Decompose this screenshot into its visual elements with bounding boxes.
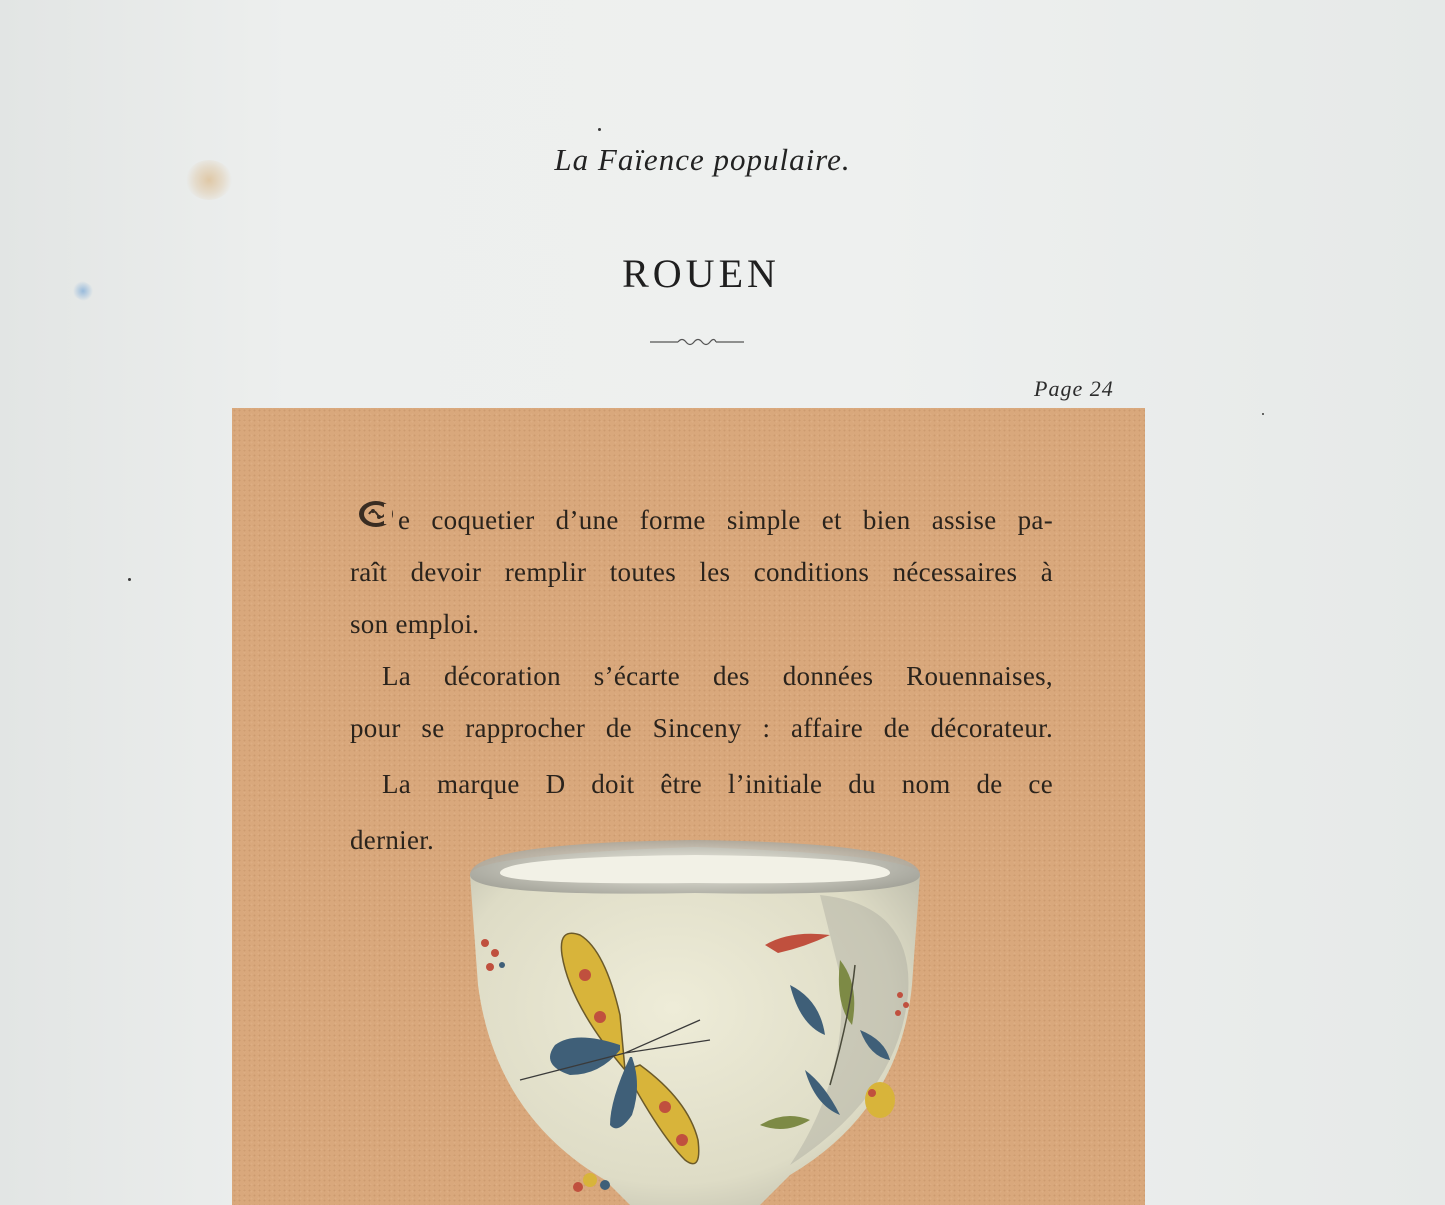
series-title: La Faïence populaire. (554, 142, 851, 177)
text-line-3: son emploi. (350, 609, 480, 639)
drop-cap-ornament (354, 498, 394, 530)
page-reference: Page 24 (1034, 376, 1114, 401)
text-line-4: La décoration s’écarte des données Rouennaises, (382, 661, 1053, 691)
faience-egg-cup-illustration (460, 835, 930, 1205)
text-line-2: raît devoir remplir toutes les conditions nécessaires à (350, 557, 1053, 587)
speck (598, 128, 601, 131)
page-title: ROUEN (622, 251, 780, 296)
text-line-6: La marque D doit être l’initiale du nom de ce (382, 769, 1053, 799)
text-line-1: e coquetier d’une forme simple et bien assise pa- (398, 505, 1053, 535)
text-line-5: pour se rapprocher de Sinceny : affaire de décorateur. (350, 713, 1053, 743)
ornament-divider (650, 333, 744, 351)
speck (128, 578, 131, 581)
speck (1262, 413, 1264, 415)
text-line-7: dernier. (350, 825, 435, 855)
